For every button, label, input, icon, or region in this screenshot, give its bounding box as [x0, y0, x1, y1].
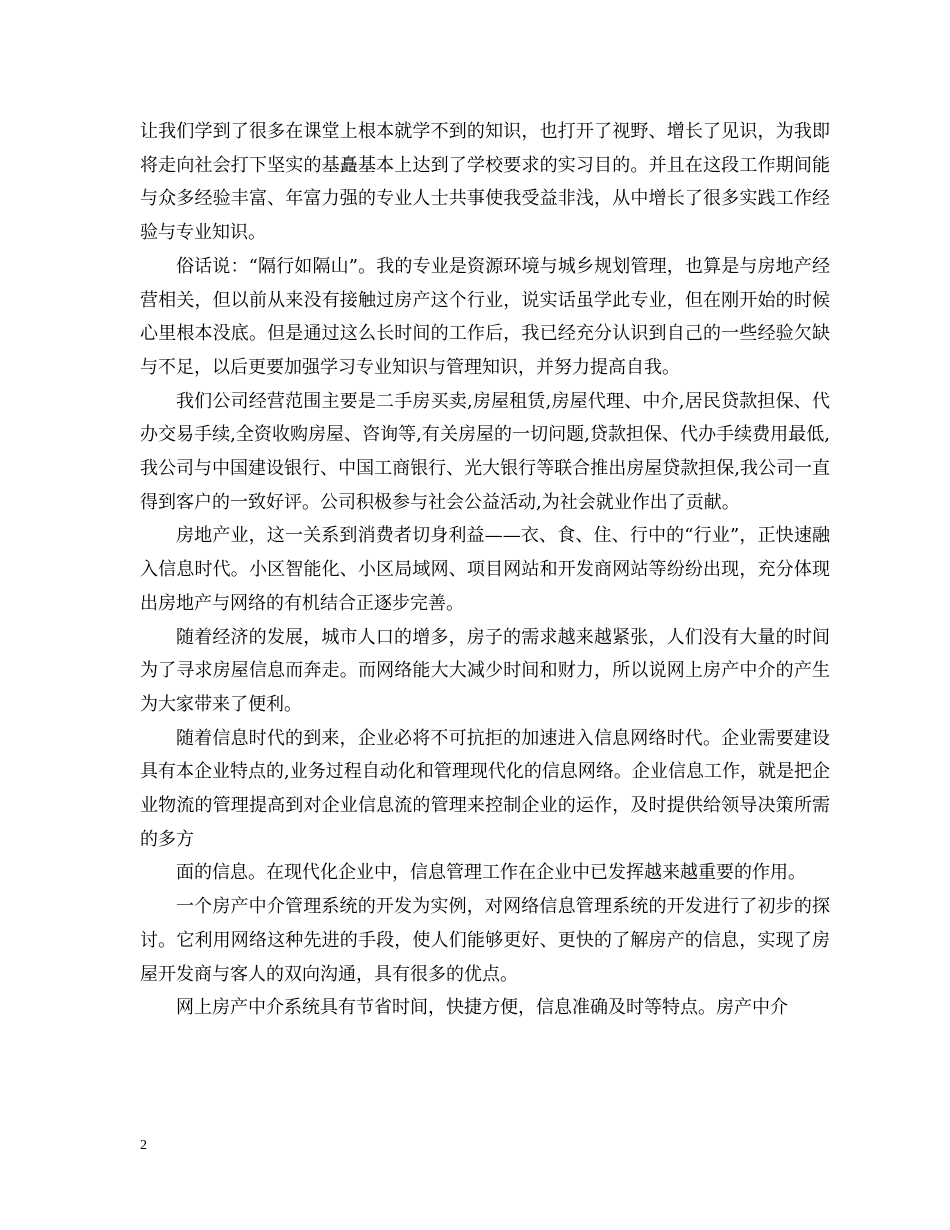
paragraph-7: 面的信息。在现代化企业中，信息管理工作在企业中已发挥越来越重要的作用。: [176, 862, 806, 884]
page-number: 2: [140, 1138, 147, 1153]
paragraph-9: 网上房产中介系统具有节省时间，快捷方便，信息准确及时等特点。房产中介: [176, 997, 788, 1019]
paragraph-1: 让我们学到了很多在课堂上根本就学不到的知识，也打开了视野、增长了见识，为我即将走向社会打下坚实的基矗基本上达到了学校要求的实习目的。并且在这段工作期间能与众多经验丰富、年富力强的专业人士共事使我受益非浅，从中增长了很多实践工作经验与专业知识。: [140, 121, 830, 244]
paragraph-5: 随着经济的发展，城市人口的增多，房子的需求越来越紧张，人们没有大量的时间为了寻求房屋信息而奔走。而网络能大大减少时间和财力，所以说网上房产中介的产生为大家带来了便利。: [140, 626, 830, 715]
paragraph-6: 随着信息时代的到来，企业必将不可抗拒的加速进入信息网络时代。企业需要建设具有本企业特点的,业务过程自动化和管理现代化的信息网络。企业信息工作，就是把企业物流的管理提高到对企业信息流的管理来控制企业的运作，及时提供给领导决策所需的多方: [140, 727, 830, 850]
body-text: [140, 115, 830, 1025]
paragraph-3: 我们公司经营范围主要是二手房买卖,房屋租赁,房屋代理、中介,居民贷款担保、代办交易手续,全资收购房屋、咨询等,有关房屋的一切问题,贷款担保、代办手续费用最低,我公司与中国建设银行、中国工商银行、光大银行等联合推出房屋贷款担保,我公司一直得到客户的一致好评。公司积极参与社会公益活动,为社会就业作出了贡献。: [140, 390, 830, 513]
paragraph-4: 房地产业，这一关系到消费者切身利益——衣、食、住、行中的“行业”，正快速融入信息时代。小区智能化、小区局域网、项目网站和开发商网站等纷纷出现，充分体现出房地产与网络的有机结合正逐步完善。: [140, 525, 830, 614]
paragraph-2: 俗话说：“隔行如隔山”。我的专业是资源环境与城乡规划管理，也算是与房地产经营相关，但以前从来没有接触过房产这个行业，说实话虽学此专业，但在刚开始的时候心里根本没底。但是通过这么长时间的工作后，我已经充分认识到自己的一些经验欠缺与不足，以后更要加强学习专业知识与管理知识，并努力提高自我。: [140, 255, 830, 378]
paragraph-8: 一个房产中介管理系统的开发为实例，对网络信息管理系统的开发进行了初步的探讨。它利用网络这种先进的手段，使人们能够更好、更快的了解房产的信息，实现了房屋开发商与客人的双向沟通，具有很多的优点。: [140, 896, 830, 985]
